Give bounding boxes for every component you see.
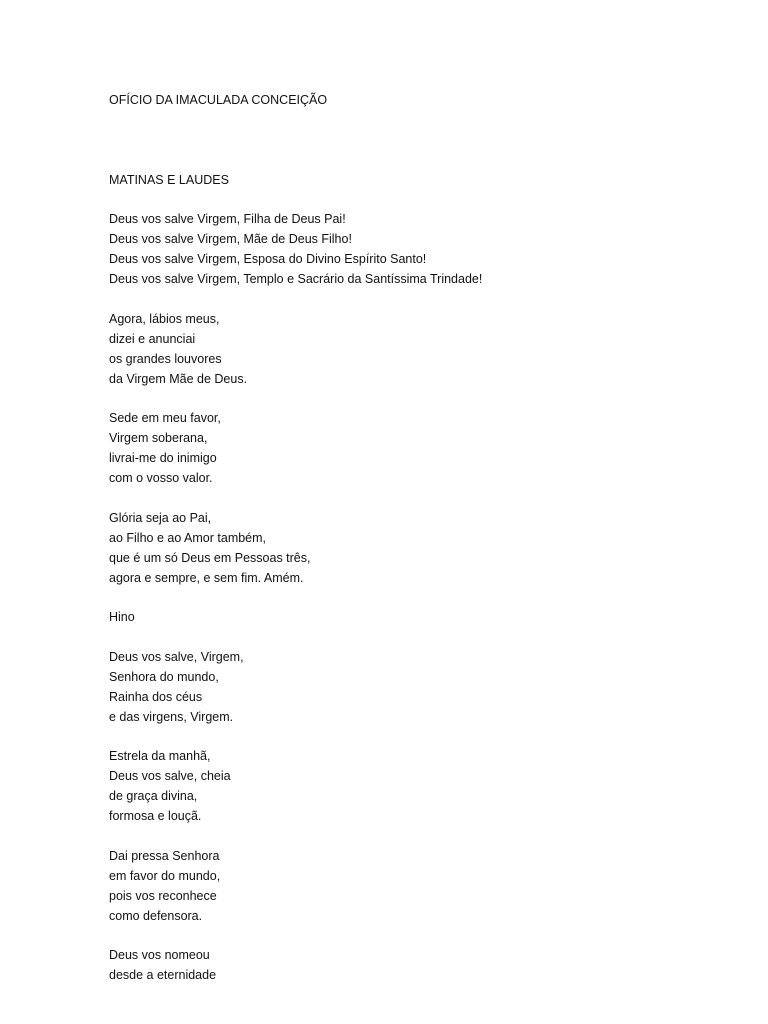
text-line: os grandes louvores: [109, 352, 222, 366]
text-line: com o vosso valor.: [109, 471, 213, 485]
text-line: Deus vos salve Virgem, Filha de Deus Pai!: [109, 212, 346, 226]
text-line: como defensora.: [109, 909, 203, 923]
text-line: que é um só Deus em Pessoas três,: [109, 551, 311, 565]
text-line: livrai-me do inimigo: [109, 451, 217, 465]
text-line: formosa e louçã.: [109, 809, 202, 823]
text-line: Deus vos salve Virgem, Mãe de Deus Filho!: [109, 232, 352, 246]
text-line: ao Filho e ao Amor também,: [109, 531, 267, 545]
text-line: Deus vos salve Virgem, Esposa do Divino Espírito Santo!: [109, 252, 427, 266]
text-line: Estrela da manhã,: [109, 749, 211, 763]
text-line: Deus vos salve, Virgem,: [109, 650, 244, 664]
text-line: desde a eternidade: [109, 968, 217, 982]
text-line: agora e sempre, e sem fim. Amém.: [109, 571, 304, 585]
text-line: da Virgem Mãe de Deus.: [109, 372, 248, 386]
text-line: dizei e anunciai: [109, 332, 196, 346]
text-line: Sede em meu favor,: [109, 411, 221, 425]
text-line: Dai pressa Senhora: [109, 849, 220, 863]
text-line: Senhora do mundo,: [109, 670, 219, 684]
text-line: Deus vos salve, cheia: [109, 769, 231, 783]
document-page: [109, 0, 749, 1024]
text-line: Deus vos nomeou: [109, 948, 210, 962]
text-line: pois vos reconhece: [109, 889, 217, 903]
section-heading: MATINAS E LAUDES: [109, 173, 229, 187]
text-line: em favor do mundo,: [109, 869, 221, 883]
text-line: e das virgens, Virgem.: [109, 710, 234, 724]
hymn-heading: Hino: [109, 610, 135, 624]
document-title: OFÍCIO DA IMACULADA CONCEIÇÃO: [109, 93, 328, 107]
text-line: Agora, lábios meus,: [109, 312, 220, 326]
text-line: de graça divina,: [109, 789, 198, 803]
text-line: Deus vos salve Virgem, Templo e Sacrário da Santíssima Trindade!: [109, 272, 483, 286]
text-line: Virgem soberana,: [109, 431, 208, 445]
text-line: Glória seja ao Pai,: [109, 511, 212, 525]
text-line: Rainha dos céus: [109, 690, 203, 704]
